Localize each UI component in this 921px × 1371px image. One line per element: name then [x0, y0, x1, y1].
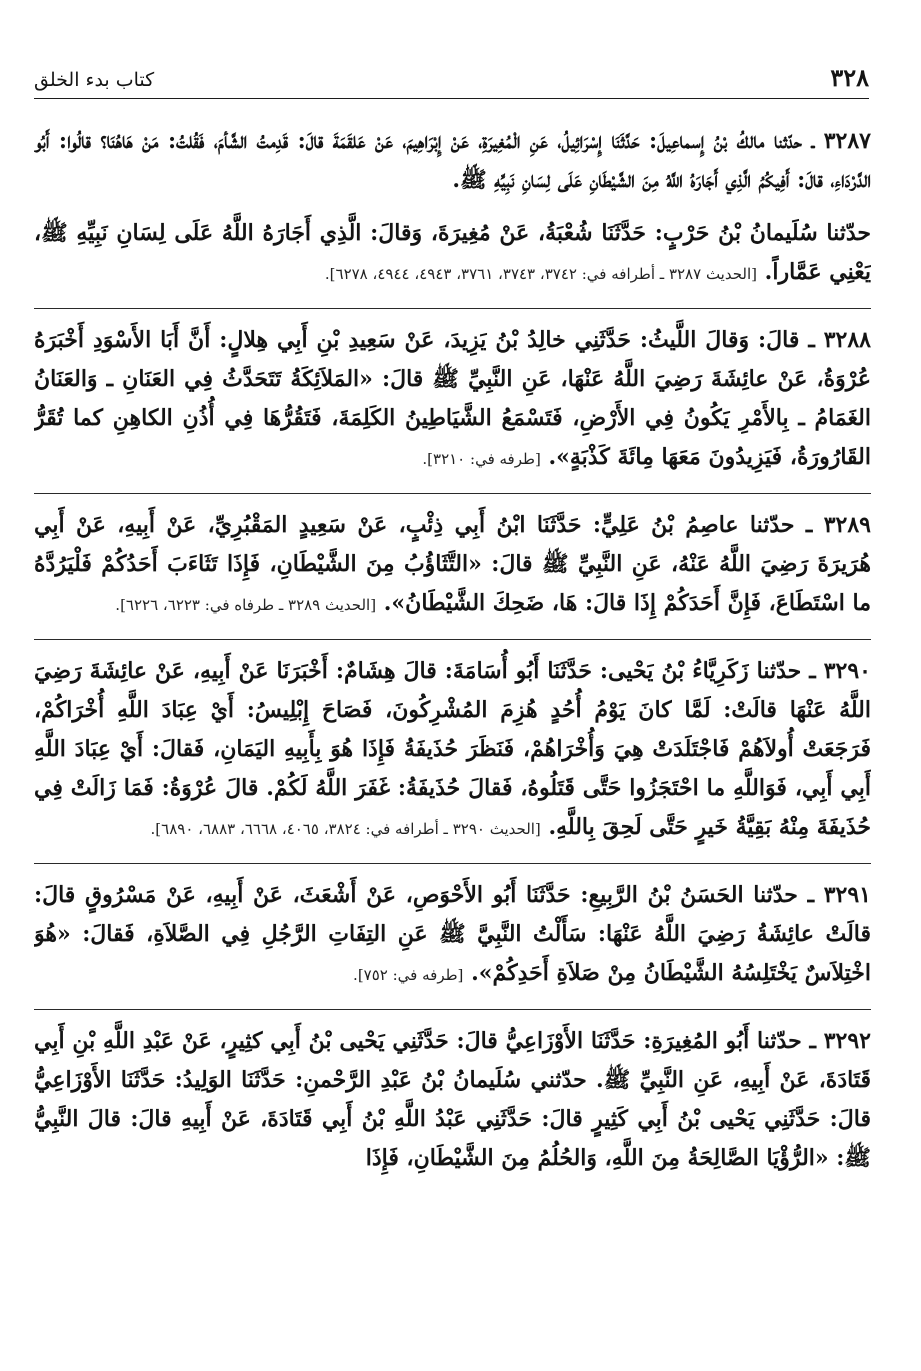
hadith-block	[34, 494, 871, 640]
hadith-paragraph	[34, 506, 871, 625]
chapter-title: كتاب بدء الخلق	[34, 69, 155, 91]
hadith-text: حدّثنا الحَسَنُ بْنُ الرَّبِيعِ: حَدَّثَنَا أَبُو الأَحْوَصِ، عَنْ أَشْعَثَ، عَنْ أَبِيهِ، عَنْ مَسْرُوقٍ قالَ: قالَتْ عائِشَةُ رَضِيَ اللَّهُ عَنْهَا: سَأَلْتُ النَّبِيَّ ﷺ عَنِ التِفَاتِ الرَّجُلِ فِي الصَّلاَةِ، فَقالَ: «هُوَ اخْتِلاَسٌ يَخْتَلِسُهُ الشَّيْطَانُ مِنْ صَلاَةِ أَحَدِكُمْ».	[34, 882, 871, 986]
hadith-paragraph	[34, 1022, 871, 1178]
hadith-paragraph	[34, 122, 871, 200]
page-body	[34, 110, 871, 1351]
hadith-number: ٣٢٨٩ ـ	[805, 512, 871, 538]
hadith-text: قالَ: وَقالَ اللَّيثُ: حَدَّثَنِي خالِدُ بْنُ يَزِيدَ، عَنْ سَعِيدِ بْنِ أَبِي هِلالٍ: أَنَّ أَبَا الأَسْوَدِ أَخْبَرَهُ عُرْوَةُ، عَنْ عائِشَةَ رَضِيَ اللَّهُ عَنْهَا، عَنِ النَّبِيِّ ﷺ قالَ: «المَلاَئِكَةُ تَتَحَدَّثُ فِي العَنَانِ ـ وَالعَنَانُ الغَمَامُ ـ بِالأَمْرِ يَكُونُ فِي الأَرْضِ، فَتَسْمَعُ الشَّيَاطِينُ الكَلِمَةَ، فَتَقُرُّهَا فِي أُذُنِ الكاهِنِ كما تُقَرُّ القَارُورَةُ، فَيَزِيدُونَ مَعَهَا مِائَةَ كَذْبَةٍ».	[34, 327, 871, 470]
hadith-number: ٣٢٩٢ ـ	[809, 1028, 871, 1054]
page-number: ٣٢٨	[830, 63, 869, 92]
hadith-reference: [طرفه في: ٧٥٢].	[353, 966, 464, 984]
hadith-reference: [طرفه في: ٣٢١٠].	[422, 450, 541, 468]
page-header	[34, 56, 869, 99]
hadith-paragraph	[34, 214, 871, 294]
hadith-number: ٣٢٩٠ ـ	[809, 658, 871, 684]
hadith-block	[34, 640, 871, 864]
hadith-text: حدّثنا أَبُو المُغِيرَةِ: حَدَّثَنَا الأَوْزَاعِيُّ قالَ: حَدَّثَنِي يَحْيى بْنُ أَبِي كثِيرٍ، عَنْ عَبْدِ اللَّهِ بْنِ أَبِي قَتَادَةَ، عَنْ أَبِيهِ، عَنِ النَّبِيِّ ﷺ. حدّثني سُلَيمانُ بْنُ عَبْدِ الرَّحْمنِ: حَدَّثَنَا الوَلِيدُ: حَدَّثَنَا الأَوْزَاعِيُّ قالَ: حَدَّثَنِي يَحْيى بْنُ أَبِي كَثِيرٍ قالَ: حَدَّثَنِي عَبْدُ اللَّهِ بْنُ أَبِي قَتَادَةَ، عَنْ أَبِيهِ قالَ: قالَ النَّبِيُّ ﷺ: «الرُّؤْيَا الصَّالِحَةُ مِنَ اللَّهِ، وَالحُلُمُ مِنَ الشَّيْطَانِ، فَإِذَا	[34, 1028, 871, 1171]
hadith-number: ٣٢٩١ ـ	[807, 882, 871, 908]
hadith-reference: [الحديث ٣٢٨٧ ـ أطرافه في: ٣٧٤٢، ٣٧٤٣، ٣٧٦١، ٤٩٤٣، ٤٩٤٤، ٦٢٧٨].	[324, 265, 757, 283]
hadith-reference: [الحديث ٣٢٩٠ ـ أطرافه في: ٣٨٢٤، ٤٠٦٥، ٦٦٦٨، ٦٨٨٣، ٦٨٩٠].	[150, 820, 541, 838]
hadith-text: حدّثنا زَكَرِيَّاءُ بْنُ يَحْيى: حَدَّثَنَا أَبُو أُسَامَةَ: قالَ هِشَامٌ: أَخْبَرَنَا عَنْ أَبِيهِ، عَنْ عائِشَةَ رَضِيَ اللَّهُ عَنْهَا قالَتْ: لَمَّا كانَ يَوْمُ أُحُدٍ هُزِمَ المُشْرِكُونَ، فَصَاحَ إِبْلِيسُ: أَيْ عِبَادَ اللَّهِ أُخْرَاكُمْ، فَرَجَعَتْ أُولاَهُمْ فَاجْتَلَدَتْ هِيَ وَأُخْرَاهُمْ، فَنَظَرَ حُذَيفَةُ فَإِذَا هُوَ بِأَبِيهِ اليَمَانِ، فَقالَ: أَيْ عِبَادَ اللَّهِ أَبِي أَبِي، فَوَاللَّهِ ما احْتَجَزُوا حَتَّى قَتَلُوهُ، فَقالَ حُذَيفَةُ: غَفَرَ اللَّهُ لَكُمْ. قالَ عُرْوَةُ: فَمَا زَالَتْ فِي حُذَيفَةَ مِنْهُ بَقِيَّةُ خَيرٍ حَتَّى لَحِقَ بِاللَّهِ.	[34, 658, 871, 840]
hadith-reference: [الحديث ٣٢٨٩ ـ طرفاه في: ٦٢٢٣، ٦٢٢٦].	[115, 596, 377, 614]
hadith-number: ٣٢٨٧ ـ	[811, 128, 871, 154]
hadith-text: حدّثنا عاصِمُ بْنُ عَلِيٍّ: حَدَّثَنَا ابْنُ أَبِي ذِئْبٍ، عَنْ سَعِيدٍ المَقْبُرِيِّ، عَنْ أَبِيهِ، عَنْ أَبِي هُرَيرَةَ رَضِيَ اللَّهُ عَنْهُ، عَنِ النَّبِيِّ ﷺ قالَ: «التَّثَاؤُبُ مِنَ الشَّيْطَانِ، فَإِذَا تَثَاءَبَ أَحَدُكُمْ فَلْيَرُدَّهُ ما اسْتَطَاعَ، فَإِنَّ أَحَدَكُمْ إِذَا قالَ: هَا، ضَحِكَ الشَّيْطَانُ».	[34, 512, 871, 616]
hadith-block	[34, 1010, 871, 1192]
hadith-paragraph	[34, 321, 871, 479]
hadith-block	[34, 864, 871, 1010]
hadith-block	[34, 110, 871, 309]
hadith-block	[34, 309, 871, 494]
hadith-text: حدّثنا مالكُ بْنُ إِسماعِيلَ: حَدَّثَنَا إِسْرَائِيلُ، عَنِ الْمُغِيرَةِ، عَنْ إِبْرَاهِيمَ، عَنْ عَلقَمَةَ قالَ: قَدِمتُ الشَّأمَ، فَقُلتُ: مَنْ هَاهُنَا؟ قالُوا: أَبُو الدَّرْدَاءِ، قالَ: أَفِيكُمُ الَّذِي أَجَارَهُ اللَّهُ مِنَ الشَّيْطَانِ عَلَى لِسَانِ نَبِيِّهِ ﷺ.	[34, 128, 871, 193]
hadith-paragraph	[34, 652, 871, 849]
hadith-text: حدّثنا سُلَيمانُ بْنُ حَرْبٍ: حَدَّثَنَا شُعْبَةُ، عَنْ مُغِيرَةَ، وَقالَ: الَّذِي أَجَارَهُ اللَّهُ عَلَى لِسَانِ نَبِيِّهِ ﷺ، يَعْنِي عَمَّاراً.	[34, 220, 871, 285]
hadith-number: ٣٢٨٨ ـ	[808, 327, 871, 353]
hadith-paragraph	[34, 876, 871, 995]
